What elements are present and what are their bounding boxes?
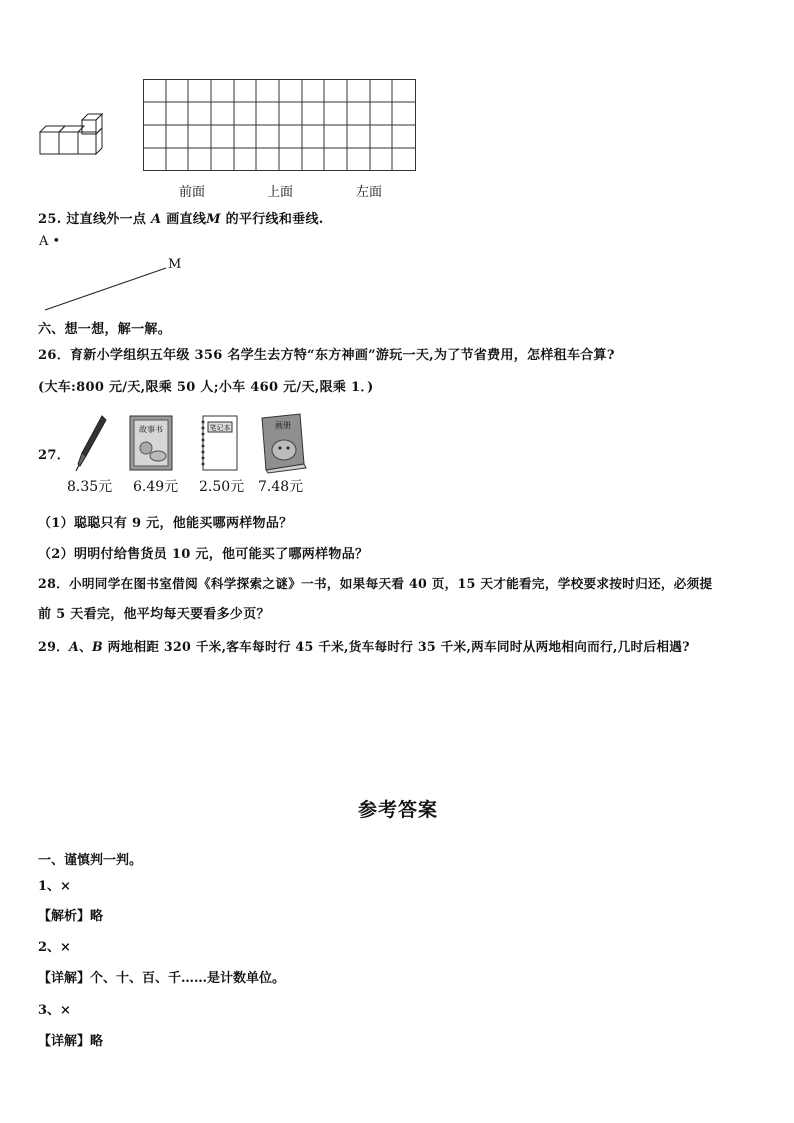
storybook-icon [126, 414, 176, 472]
point-a-text: A [39, 234, 49, 249]
answer-2-note: 【详解】个、十、百、千……是计数单位。 [38, 971, 286, 986]
question-25 [38, 208, 324, 227]
question-28-line-1: 28．小明同学在图书室借阅《科学探索之谜》一书，如果每天看 40 页，15 天才能看完，学校要求按时归还，必须提 [38, 576, 713, 591]
q25-number: 25. [38, 212, 62, 227]
picture-album-icon [256, 412, 310, 474]
answer-3-note: 【详解】略 [38, 1034, 104, 1049]
view-label-front: 前面 [179, 185, 206, 200]
svg-text:画册: 画册 [275, 421, 291, 430]
q29-point-a: A [69, 639, 80, 654]
question-26-sub: (大车:800 元/天,限乘 50 人;小车 460 元/天,限乘 1．) [38, 380, 374, 395]
svg-text:故事书: 故事书 [139, 425, 163, 434]
question-27-part-2: （2）明明付给售货员 10 元，他可能买了哪两样物品？ [38, 547, 369, 562]
point-a-dot: • [48, 234, 61, 249]
pen-icon [74, 414, 108, 474]
notebook-icon [197, 414, 241, 472]
point-a-label [39, 234, 60, 249]
q25-point-a: A [151, 212, 162, 227]
q29-number: 29． [38, 639, 70, 654]
answers-section-1: 一、谨慎判一判。 [38, 853, 143, 868]
q29-sep: 、 [79, 639, 93, 654]
answer-1-note: 【解析】略 [38, 909, 104, 924]
price-storybook: 6.49元 [133, 479, 179, 495]
answer-2: 2、× [38, 940, 71, 955]
price-notebook: 2.50元 [199, 479, 245, 495]
q25-text-2: 画直线 [166, 212, 207, 227]
section-6-title: 六、想一想，解一解。 [38, 322, 172, 337]
question-27-part-1: （1）聪聪只有 9 元，他能买哪两样物品？ [38, 516, 293, 531]
answer-3: 3、× [38, 1003, 71, 1018]
question-28-line-2: 前 5 天看完，他平均每天要看多少页？ [38, 607, 270, 622]
question-26: 26．育新小学组织五年级 356 名学生去方特“东方神画”游玩一天,为了节省费用，怎样租车合算? [38, 348, 615, 363]
q25-line-m: M [206, 212, 221, 227]
drawing-grid[interactable] [143, 79, 417, 172]
q29-text: 两地相距 320 千米,客车每时行 45 千米,货车每时行 35 千米,两车同时从两地相向而行,几时后相遇? [102, 639, 690, 654]
svg-text:笔记本: 笔记本 [209, 424, 231, 432]
price-album: 7.48元 [258, 479, 304, 495]
answer-1: 1、× [38, 879, 71, 894]
price-pen: 8.35元 [67, 479, 113, 495]
q25-text-1: 过直线外一点 [66, 212, 147, 227]
cube-stack-figure [38, 108, 108, 156]
answers-title: 参考答案 [358, 799, 439, 821]
view-label-left: 左面 [356, 185, 383, 200]
line-m-label: M [168, 257, 182, 272]
line-m [44, 265, 169, 313]
view-label-top: 上面 [267, 185, 294, 200]
question-27-number: 27． [38, 448, 70, 463]
q25-text-3: 的平行线和垂线. [225, 212, 324, 227]
question-29 [38, 636, 690, 655]
q29-point-b: B [92, 639, 103, 654]
